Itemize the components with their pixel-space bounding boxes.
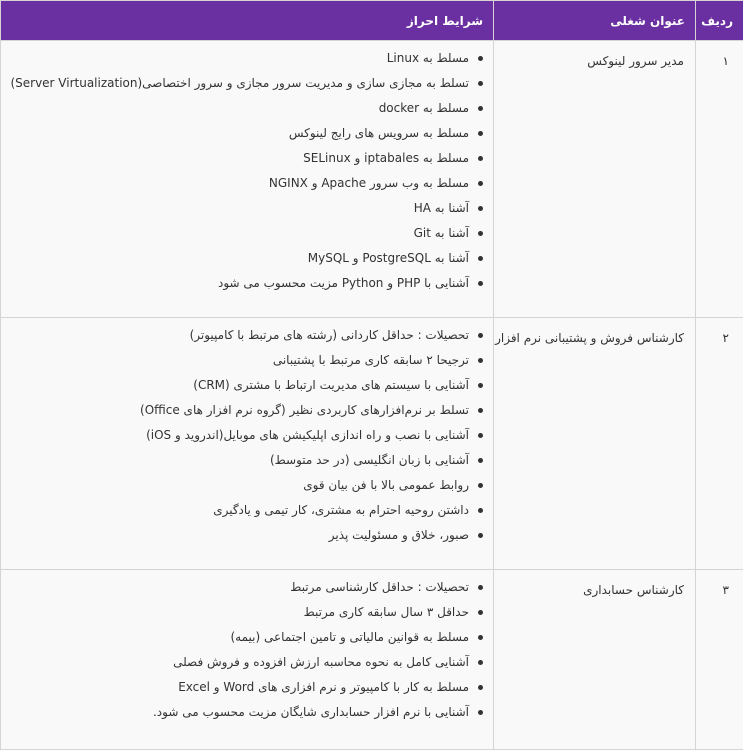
requirement-text: حداقل ۳ سال سابقه کاری مرتبط bbox=[303, 605, 469, 619]
bullet-icon bbox=[478, 358, 483, 363]
requirement-text: آشنایی با سیستم های مدیریت ارتباط با مشتری (CRM) bbox=[193, 378, 469, 392]
bullet-icon bbox=[478, 585, 483, 590]
bullet-icon bbox=[478, 610, 483, 615]
requirement-item bbox=[1, 650, 483, 675]
bullet-icon bbox=[478, 635, 483, 640]
requirement-item bbox=[1, 675, 483, 700]
bullet-icon bbox=[478, 685, 483, 690]
requirement-text: مسلط به وب سرور Apache و NGINX bbox=[268, 176, 469, 190]
table-row bbox=[1, 570, 743, 750]
requirement-text: تسلط بر نرم‌افزارهای کاربردی نظیر (گروه نرم افزار های Office) bbox=[140, 403, 469, 417]
requirement-item bbox=[1, 271, 483, 296]
requirement-item bbox=[1, 625, 483, 650]
table-row bbox=[1, 41, 743, 318]
requirement-text: آشنایی با زبان انگلیسی (در حد متوسط) bbox=[269, 453, 469, 467]
requirements-list bbox=[1, 46, 493, 296]
requirement-item bbox=[1, 398, 483, 423]
requirement-text: آشنایی با PHP و Python مزیت محسوب می شود bbox=[217, 276, 469, 290]
job-title: کارشناس حسابداری bbox=[494, 570, 696, 750]
bullet-icon bbox=[478, 533, 483, 538]
requirement-text: داشتن روحیه احترام به مشتری، کار تیمی و یادگیری bbox=[213, 503, 469, 517]
row-number: ۱ bbox=[696, 41, 743, 318]
bullet-icon bbox=[478, 281, 483, 286]
requirements-cell bbox=[1, 318, 494, 570]
requirement-text: مسلط به docker bbox=[378, 101, 469, 115]
bullet-icon bbox=[478, 181, 483, 186]
requirement-text: مسلط به قوانین مالیاتی و تامین اجتماعی (بیمه) bbox=[230, 630, 469, 644]
bullet-icon bbox=[478, 483, 483, 488]
requirement-item bbox=[1, 423, 483, 448]
bullet-icon bbox=[478, 433, 483, 438]
requirement-item bbox=[1, 146, 483, 171]
job-title: مدیر سرور لینوکس bbox=[494, 41, 696, 318]
bullet-icon bbox=[478, 383, 483, 388]
requirement-item bbox=[1, 221, 483, 246]
table-row bbox=[1, 318, 743, 570]
requirement-text: مسلط به Linux bbox=[386, 51, 469, 65]
requirement-item bbox=[1, 348, 483, 373]
requirement-text: آشنایی با نرم افزار حسابداری شایگان مزیت محسوب می شود. bbox=[152, 705, 469, 719]
requirements-list bbox=[1, 323, 493, 548]
requirement-item bbox=[1, 700, 483, 725]
requirement-item bbox=[1, 46, 483, 71]
requirement-item bbox=[1, 600, 483, 625]
job-title: کارشناس فروش و پشتیبانی نرم افزار bbox=[494, 318, 696, 570]
bullet-icon bbox=[478, 106, 483, 111]
requirement-text: آشنا به PostgreSQL و MySQL bbox=[307, 251, 469, 265]
bullet-icon bbox=[478, 131, 483, 136]
header-job-title: عنوان شغلی bbox=[494, 1, 696, 41]
bullet-icon bbox=[478, 256, 483, 261]
header-requirements: شرایط احراز bbox=[1, 1, 494, 41]
requirement-text: ترجیحا ۲ سابقه کاری مرتبط با پشتیبانی bbox=[272, 353, 469, 367]
requirements-cell bbox=[1, 570, 494, 750]
header-num: ردیف bbox=[696, 1, 743, 41]
requirement-item bbox=[1, 575, 483, 600]
requirement-text: تسلط به مجازی سازی و مدیریت سرور مجازی و سرور اختصاصی(Server Virtualization) bbox=[10, 76, 469, 90]
row-number: ۳ bbox=[696, 570, 743, 750]
requirement-text: آشنا به Git bbox=[413, 226, 469, 240]
requirement-text: مسلط به سرویس های رایج لینوکس bbox=[288, 126, 469, 140]
requirement-item bbox=[1, 523, 483, 548]
bullet-icon bbox=[478, 660, 483, 665]
requirements-cell bbox=[1, 41, 494, 318]
requirement-item bbox=[1, 71, 483, 96]
bullet-icon bbox=[478, 333, 483, 338]
requirement-text: آشنایی با نصب و راه اندازی اپلیکیشن های موبایل(اندروید و iOS) bbox=[146, 428, 469, 442]
requirement-item bbox=[1, 246, 483, 271]
bullet-icon bbox=[478, 206, 483, 211]
requirement-text: روابط عمومی بالا با فن بیان قوی bbox=[303, 478, 469, 492]
table-header-row bbox=[1, 1, 743, 41]
requirement-text: آشنا به HA bbox=[413, 201, 469, 215]
requirement-text: مسلط به کار با کامپیوتر و نرم افزاری های Word و Excel bbox=[178, 680, 469, 694]
bullet-icon bbox=[478, 408, 483, 413]
bullet-icon bbox=[478, 231, 483, 236]
requirement-item bbox=[1, 171, 483, 196]
requirement-text: آشنایی کامل به نحوه محاسبه ارزش افزوده و فروش فصلی bbox=[173, 655, 469, 669]
requirement-text: تحصیلات : حداقل کاردانی (رشته های مرتبط با کامپیوتر) bbox=[189, 328, 469, 342]
bullet-icon bbox=[478, 156, 483, 161]
requirement-item bbox=[1, 373, 483, 398]
requirement-item bbox=[1, 448, 483, 473]
requirement-item bbox=[1, 96, 483, 121]
bullet-icon bbox=[478, 56, 483, 61]
requirement-item bbox=[1, 196, 483, 221]
requirement-item bbox=[1, 473, 483, 498]
requirements-list bbox=[1, 575, 493, 725]
requirement-item bbox=[1, 498, 483, 523]
bullet-icon bbox=[478, 710, 483, 715]
bullet-icon bbox=[478, 81, 483, 86]
requirement-text: تحصیلات : حداقل کارشناسی مرتبط bbox=[290, 580, 469, 594]
bullet-icon bbox=[478, 508, 483, 513]
requirement-item bbox=[1, 121, 483, 146]
requirement-text: مسلط به iptabales و SELinux bbox=[303, 151, 469, 165]
requirement-text: صبور، خلاق و مسئولیت پذیر bbox=[328, 528, 469, 542]
requirement-item bbox=[1, 323, 483, 348]
row-number: ۲ bbox=[696, 318, 743, 570]
bullet-icon bbox=[478, 458, 483, 463]
